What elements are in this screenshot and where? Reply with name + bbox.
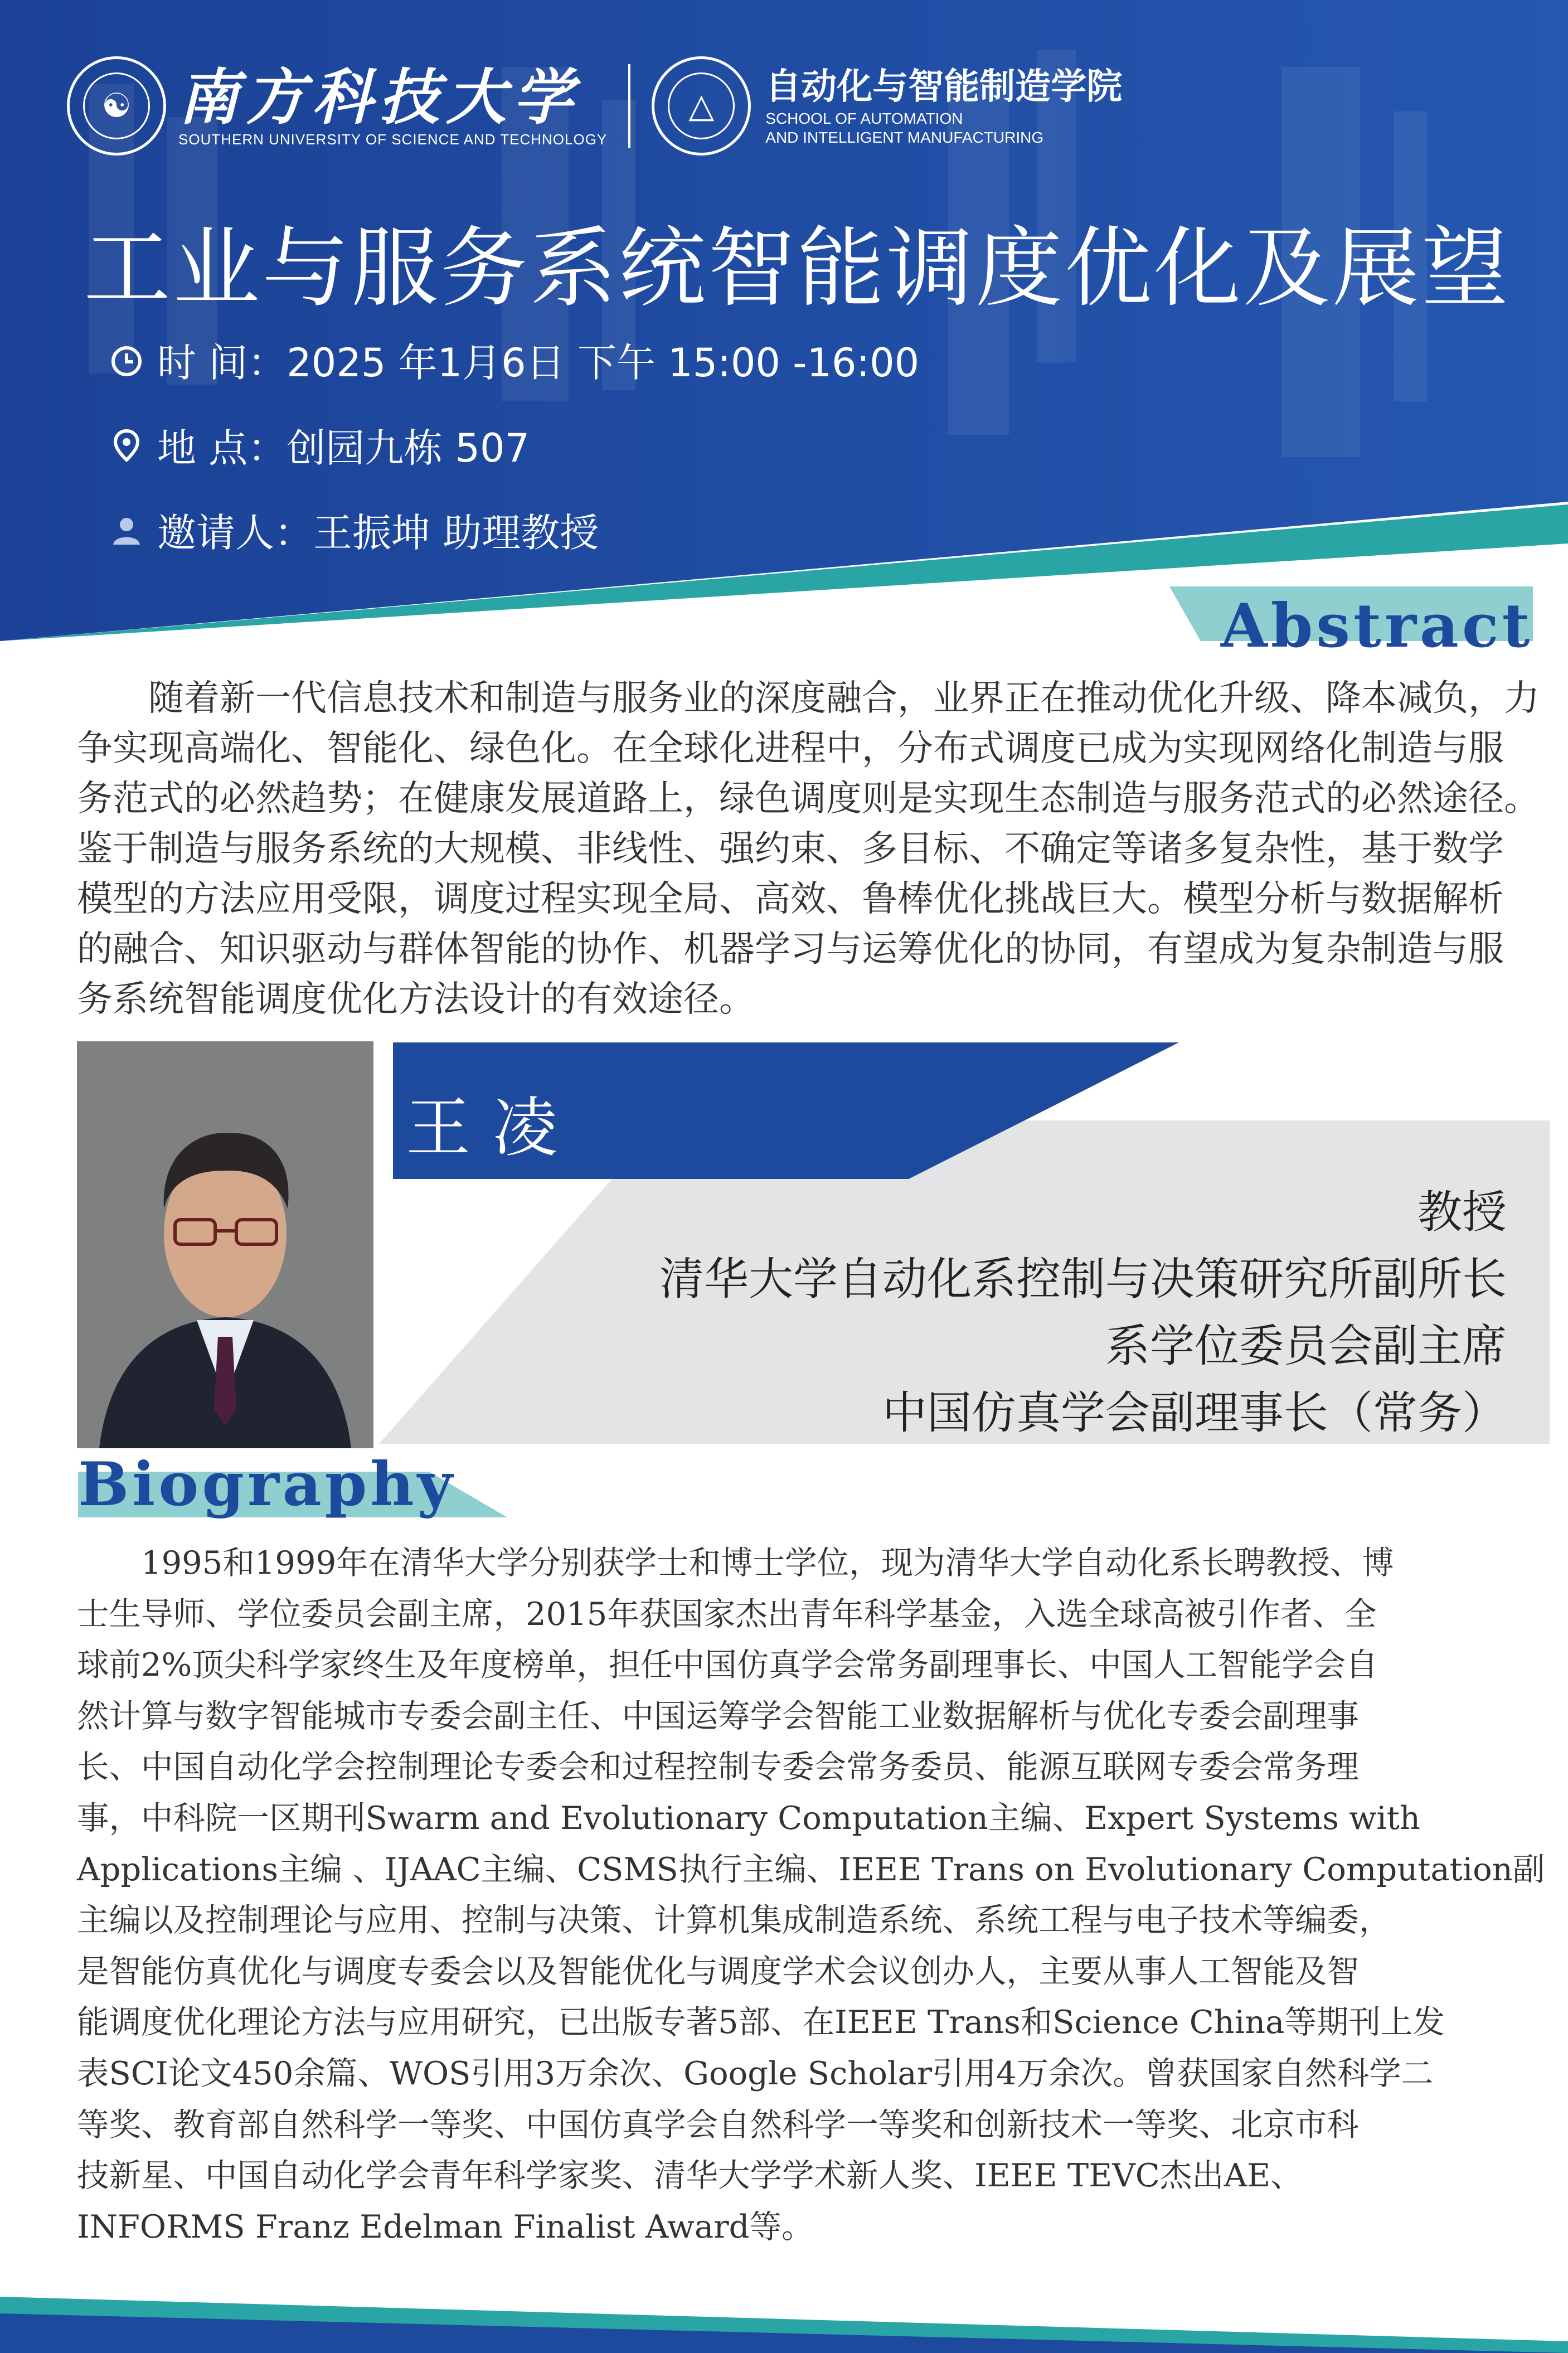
abstract-line: 务范式的必然趋势；在健康发展道路上，绿色调度则是实现生态制造与服务范式的必然途径。 xyxy=(77,778,1540,819)
abstract-line: 模型的方法应用受限，调度过程实现全局、高效、鲁棒优化挑战巨大。模型分析与数据解析 xyxy=(77,879,1504,920)
speaker-role: 中国仿真学会副理事长（常务） xyxy=(882,1387,1507,1439)
abstract-line: 的融合、知识驱动与群体智能的协作、机器学习与运筹优化的协同，有望成为复杂制造与服 xyxy=(77,929,1504,970)
school-seal-logo: △ xyxy=(652,56,751,156)
biography-heading: Biography xyxy=(78,1449,456,1520)
location-icon xyxy=(106,425,147,466)
speaker-name: 王凌 xyxy=(406,1090,580,1166)
biography-line: 能调度优化理论方法与应用研究，已出版专著5部、在IEEE Trans和Science China等期刊上发 xyxy=(77,2003,1445,2041)
abstract-body xyxy=(77,673,1540,1025)
speaker-photo xyxy=(77,1041,373,1448)
biography-line: 球前2%顶尖科学家终生及年度榜单，担任中国仿真学会常务副理事长、中国人工智能学会自 xyxy=(77,1646,1378,1684)
school-name-cn: 自动化与智能制造学院 xyxy=(765,66,1123,108)
logo-divider xyxy=(628,64,630,148)
place-text: 地 点：创园九栋 507 xyxy=(157,425,530,471)
biography-line: 1995和1999年在清华大学分别获学士和博士学位，现为清华大学自动化系长聘教授、博 xyxy=(77,1544,1394,1581)
inviter-text: 邀请人：王振坤 助理教授 xyxy=(157,510,599,556)
abstract-line: 争实现高端化、智能化、绿色化。在全球化进程中，分布式调度已成为实现网络化制造与服 xyxy=(77,728,1504,769)
abstract-line: 鉴于制造与服务系统的大规模、非线性、强约束、多目标、不确定等诸多复杂性，基于数学 xyxy=(77,828,1504,870)
abstract-line: 务系统智能调度优化方法设计的有效途径。 xyxy=(77,979,755,1020)
biography-line: INFORMS Franz Edelman Finalist Award等。 xyxy=(77,2208,814,2245)
biography-line: 是智能仿真优化与调度专委会以及智能优化与调度学术会议创办人，主要从事人工智能及智 xyxy=(77,1952,1359,1990)
speaker-role: 系学位委员会副主席 xyxy=(1105,1320,1507,1372)
biography-line: 技新星、中国自动化学会青年科学家奖、清华大学学术新人奖、IEEE TEVC杰出AE、 xyxy=(77,2157,1303,2195)
speaker-role: 教授 xyxy=(1417,1186,1507,1238)
speaker-role: 清华大学自动化系控制与决策研究所副所长 xyxy=(659,1253,1507,1305)
biography-line: 长、中国自动化学会控制理论专委会和过程控制专委会常务委员、能源互联网专委会常务理 xyxy=(77,1748,1359,1786)
biography-line: 等奖、教育部自然科学一等奖、中国仿真学会自然科学一等奖和创新技术一等奖、北京市科 xyxy=(77,2105,1359,2143)
university-name-cn: 南方科技大学 xyxy=(178,62,580,133)
university-name-en: SOUTHERN UNIVERSITY OF SCIENCE AND TECHNOLOGY xyxy=(178,130,608,148)
school-name-en-line2: AND INTELLIGENT MANUFACTURING xyxy=(765,129,1044,146)
biography-line: 表SCI论文450余篇、WOS引用3万余次、Google Scholar引用4万余次。曾获国家自然科学二 xyxy=(77,2054,1434,2092)
biography-line: Applications主编 、IJAAC主编、CSMS执行主编、IEEE Trans on Evolutionary Computation副 xyxy=(77,1850,1545,1888)
place-row xyxy=(106,417,530,473)
abstract-heading: Abstract xyxy=(1221,591,1533,661)
talk-title: 工业与服务系统智能调度优化及展望 xyxy=(84,217,1511,319)
time-text: 时 间：2025 年1月6日 下午 15:00 -16:00 xyxy=(157,340,920,386)
biography-line: 主编以及控制理论与应用、控制与决策、计算机集成制造系统、系统工程与电子技术等编委， xyxy=(77,1901,1391,1939)
time-row xyxy=(106,332,919,388)
logo-row xyxy=(67,53,1122,159)
university-seal-logo: ☯ xyxy=(67,56,166,156)
biography-line: 然计算与数字智能城市专委会副主任、中国运筹学会智能工业数据解析与优化专委会副理事 xyxy=(77,1697,1359,1735)
school-name-en-line1: SCHOOL OF AUTOMATION xyxy=(765,110,963,127)
person-icon xyxy=(106,510,147,551)
clock-icon xyxy=(106,339,147,381)
inviter-row xyxy=(106,502,599,558)
footer-band xyxy=(0,2274,1568,2353)
biography-line: 士生导师、学位委员会副主席，2015年获国家杰出青年科学基金，入选全球高被引作者、全 xyxy=(77,1595,1377,1633)
biography-body xyxy=(77,1537,1545,2252)
biography-line: 事，中科院一区期刊Swarm and Evolutionary Computation主编、Expert Systems with xyxy=(77,1799,1420,1837)
abstract-line: 随着新一代信息技术和制造与服务业的深度融合，业界正在推动优化升级、降本减负，力 xyxy=(77,678,1540,719)
